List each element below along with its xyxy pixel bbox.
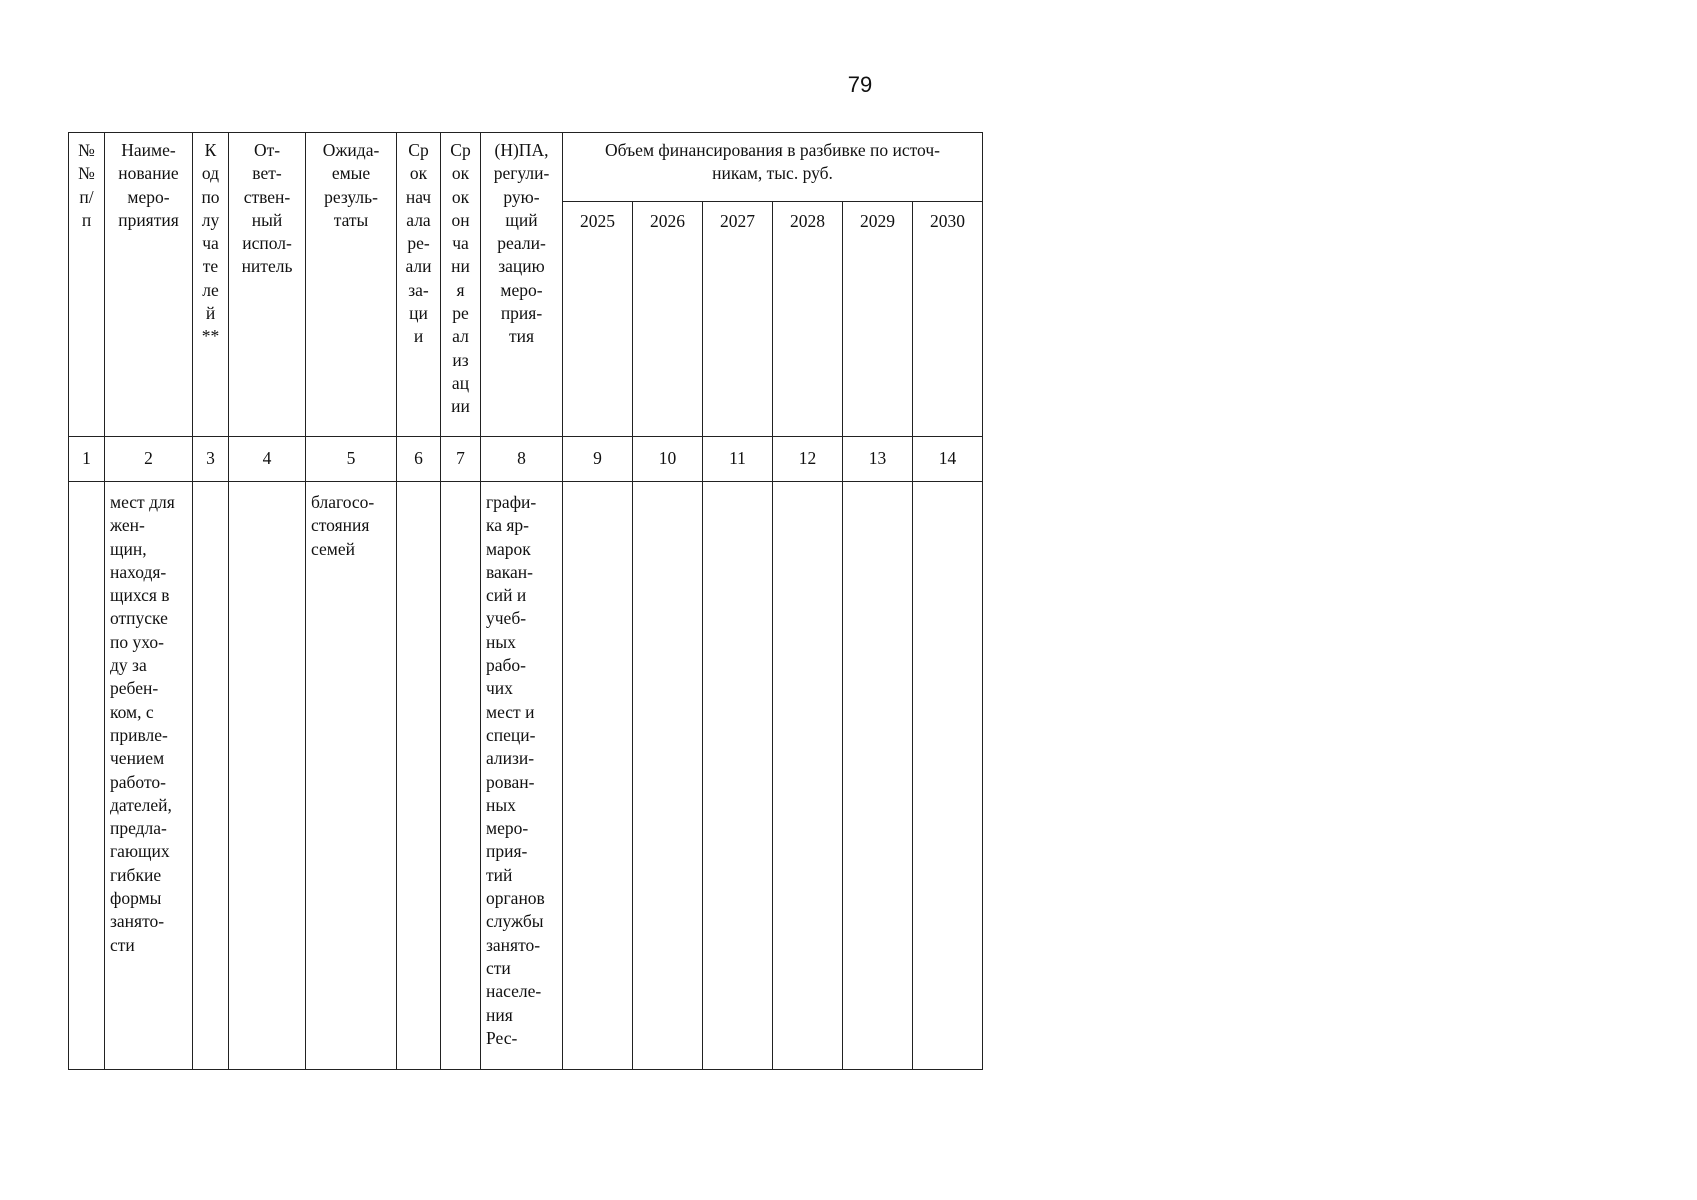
column-number: 9 — [563, 437, 633, 482]
header-year: 2030 — [913, 202, 983, 437]
header-year: 2029 — [843, 202, 913, 437]
cell-responsible — [229, 482, 306, 1070]
cell-end-date — [441, 482, 481, 1070]
column-number: 10 — [633, 437, 703, 482]
column-number-row — [69, 437, 983, 482]
header-year: 2027 — [703, 202, 773, 437]
column-number: 11 — [703, 437, 773, 482]
column-number: 14 — [913, 437, 983, 482]
column-number: 12 — [773, 437, 843, 482]
header-regulation: (Н)ПА, регули- рую- щий реали- зацию меро- прия- тия — [481, 133, 563, 437]
header-row-1 — [69, 133, 983, 202]
cell-event-name: мест для жен- щин, находя- щихся в отпуске по ухо- ду за ребен- ком, с привле- чением работо- дателей, предла- гающих гибкие формы занято- сти — [105, 482, 193, 1070]
column-number: 4 — [229, 437, 306, 482]
column-number: 8 — [481, 437, 563, 482]
header-year: 2026 — [633, 202, 703, 437]
header-event-name: Наиме- нование меро- приятия — [105, 133, 193, 437]
header-year: 2028 — [773, 202, 843, 437]
column-number: 5 — [306, 437, 397, 482]
column-number: 13 — [843, 437, 913, 482]
cell-2026 — [633, 482, 703, 1070]
column-number: 6 — [397, 437, 441, 482]
cell-regulation: графи- ка яр- марок вакан- сий и учеб- ных рабо- чих мест и специ- ализи- рован- ных меро- прия- тий органов службы занято- сти населе- ния Рес- — [481, 482, 563, 1070]
cell-2030 — [913, 482, 983, 1070]
header-year: 2025 — [563, 202, 633, 437]
cell-expected-results: благосо- стояния семей — [306, 482, 397, 1070]
header-number: № № п/ п — [69, 133, 105, 437]
header-expected-results: Ожида- емые резуль- таты — [306, 133, 397, 437]
financing-table — [68, 132, 983, 1070]
header-end-date: Ср ок ок он ча ни я ре ал из ац ии — [441, 133, 481, 437]
header-financing: Объем финансирования в разбивке по источ- никам, тыс. руб. — [563, 133, 983, 202]
header-start-date: Ср ок нач ала ре- али за- ци и — [397, 133, 441, 437]
cell-recipient-code — [193, 482, 229, 1070]
header-responsible: От- вет- ствен- ный испол- нитель — [229, 133, 306, 437]
column-number: 7 — [441, 437, 481, 482]
cell-2027 — [703, 482, 773, 1070]
page-number: 79 — [847, 72, 873, 97]
header-recipient-code: К од по лу ча те ле й ** — [193, 133, 229, 437]
cell-2029 — [843, 482, 913, 1070]
cell-start-date — [397, 482, 441, 1070]
table-row — [69, 482, 983, 1070]
cell-2025 — [563, 482, 633, 1070]
column-number: 1 — [69, 437, 105, 482]
cell-2028 — [773, 482, 843, 1070]
column-number: 2 — [105, 437, 193, 482]
column-number: 3 — [193, 437, 229, 482]
cell-number — [69, 482, 105, 1070]
